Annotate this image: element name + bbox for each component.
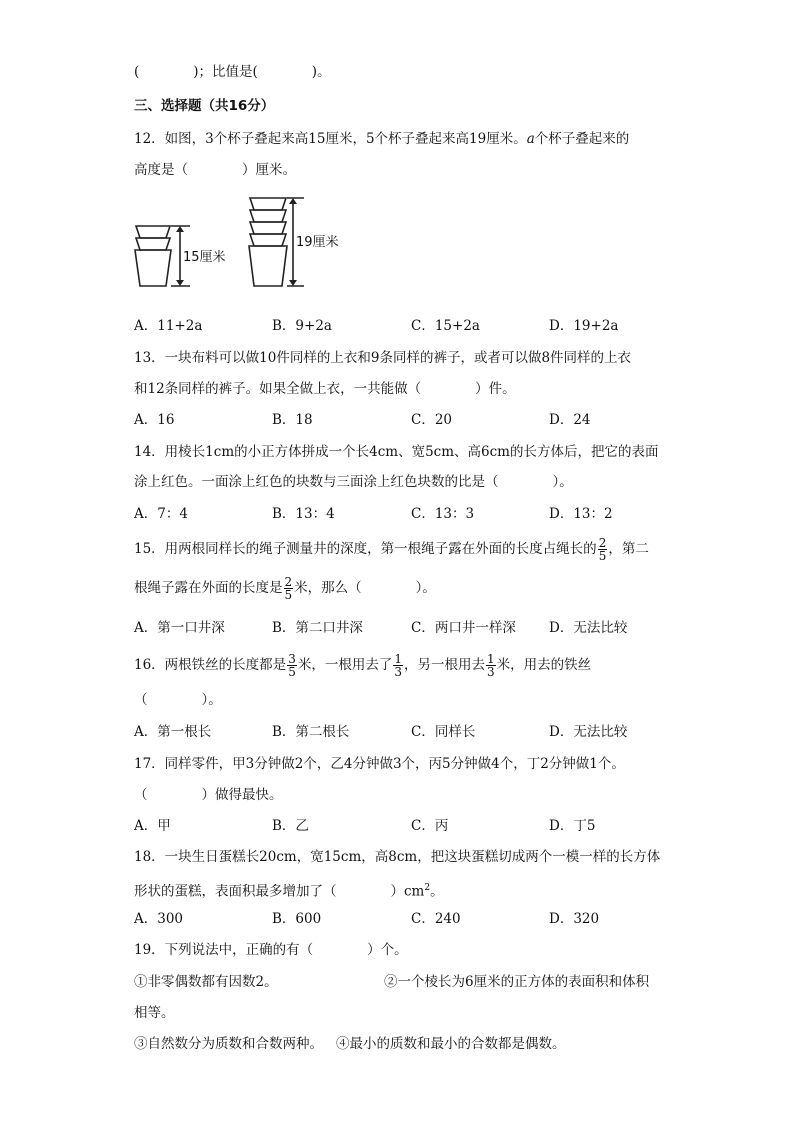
q18-line1: 18．一块生日蛋糕长20cm，宽15cm，高8cm，把这块蛋糕切成两个一模一样的长方体 xyxy=(134,849,661,865)
q13-option-b[interactable]: B．18 xyxy=(272,412,313,428)
fraction: $\frac{2}{5}$ xyxy=(284,575,293,602)
q14-option-c[interactable]: C．13：3 xyxy=(411,506,475,522)
q15-line2: 根绳子露在外面的长度是 $\frac{2}{5}$ 米，那么（ ）。 xyxy=(134,575,436,602)
q17-option-a[interactable]: A．甲 xyxy=(134,818,171,834)
fraction: $\frac{3}{5}$ xyxy=(288,652,296,679)
section-title: 三、选择题（共16分） xyxy=(134,98,275,114)
q16-option-c[interactable]: C．同样长 xyxy=(411,724,476,740)
q17-option-d[interactable]: D．丁5 xyxy=(549,818,596,834)
q19-statement-4: ④最小的质数和最小的合数都是偶数。 xyxy=(336,1036,566,1052)
q15-option-c[interactable]: C．两口井一样深 xyxy=(411,620,516,636)
q18-option-b[interactable]: B．600 xyxy=(272,911,322,927)
q13-option-c[interactable]: C．20 xyxy=(411,412,453,428)
q19-statement-2-cont: 相等。 xyxy=(134,1005,175,1021)
q17-line2: （ ）做得最快。 xyxy=(134,787,283,803)
previous-question-tail: ( )；比值是( )。 xyxy=(134,64,331,80)
q18-option-c[interactable]: C．240 xyxy=(411,911,461,927)
q17-line1: 17．同样零件，甲3分钟做2个，乙4分钟做3个，丙5分钟做4个，丁2分钟做1个。 xyxy=(134,756,625,772)
q13-line2: 和12条同样的裤子。如果全做上衣，一共能做（ ）件。 xyxy=(134,381,516,397)
q18-option-a[interactable]: A．300 xyxy=(134,911,184,927)
stacked-cups-figure xyxy=(126,188,356,293)
q18-line2: 形状的蛋糕，表面积最多增加了（ ）$cm^2$。 xyxy=(134,883,444,900)
q12-option-a[interactable]: A．11+2a xyxy=(134,318,203,334)
q19-statement-2: ②一个棱长为6厘米的正方体的表面积和体积 xyxy=(384,974,650,990)
q13-option-d[interactable]: D．24 xyxy=(549,412,591,428)
q15-option-b[interactable]: B．第二口井深 xyxy=(272,620,363,636)
q16-option-a[interactable]: A．第一根长 xyxy=(134,724,212,740)
q12-line1: 12．如图，3个杯子叠起来高15厘米，5个杯子叠起来高19厘米。a个杯子叠起来的 xyxy=(134,131,630,147)
q12-option-d[interactable]: D．19+2a xyxy=(549,318,619,334)
fraction: $\frac{1}{3}$ xyxy=(394,652,402,679)
label-15cm: 15厘米 xyxy=(183,250,226,265)
q14-option-b[interactable]: B．13：4 xyxy=(272,506,335,522)
q12-line2: 高度是（ ）厘米。 xyxy=(134,162,296,178)
fraction: $\frac{2}{5}$ xyxy=(598,536,607,563)
q14-line1: 14．用棱长1cm的小正方体拼成一个长4cm、宽5cm、高6cm的长方体后，把它的表面 xyxy=(134,444,659,460)
q13-line1: 13．一块布料可以做10件同样的上衣和9条同样的裤子，或者可以做8件同样的上衣 xyxy=(134,350,632,366)
q19-line1: 19．下列说法中，正确的有（ ）个。 xyxy=(134,942,408,958)
fraction: $\frac{1}{3}$ xyxy=(486,652,495,679)
q14-line2: 涂上红色。一面涂上红色的块数与三面涂上红色块数的比是（ ）。 xyxy=(134,474,573,490)
q14-option-a[interactable]: A．7：4 xyxy=(134,506,188,522)
q15-option-d[interactable]: D．无法比较 xyxy=(549,620,628,636)
q15-option-a[interactable]: A．第一口井深 xyxy=(134,620,225,636)
q12-option-c[interactable]: C．15+2a xyxy=(411,318,480,334)
q17-option-c[interactable]: C．丙 xyxy=(411,818,449,834)
q19-statement-1: ①非零偶数都有因数2。 xyxy=(134,974,278,990)
q16-option-d[interactable]: D．无法比较 xyxy=(549,724,628,740)
q14-option-d[interactable]: D．13：2 xyxy=(549,506,613,522)
q17-option-b[interactable]: B．乙 xyxy=(272,818,309,834)
q13-option-a[interactable]: A．16 xyxy=(134,412,175,428)
q16-option-b[interactable]: B．第二根长 xyxy=(272,724,350,740)
q16-line1: 16．两根铁丝的长度都是 $\frac{3}{5}$ 米，一根用去了 $\frac{1}{3}$ ，另一根用去 $\frac{1}{3}$ 米，用去的铁丝 xyxy=(134,652,592,679)
q18-option-d[interactable]: D．320 xyxy=(549,911,600,927)
q16-line2: （ ）。 xyxy=(134,692,222,708)
q12-option-b[interactable]: B．9+2a xyxy=(272,318,332,334)
label-19cm: 19厘米 xyxy=(296,235,339,250)
q15-line1: 15．用两根同样长的绳子测量井的深度，第一根绳子露在外面的长度占绳长的 $\frac{2}{5}$ ，第二 xyxy=(134,536,649,563)
q19-statement-3: ③自然数分为质数和合数两种。 xyxy=(134,1036,323,1052)
